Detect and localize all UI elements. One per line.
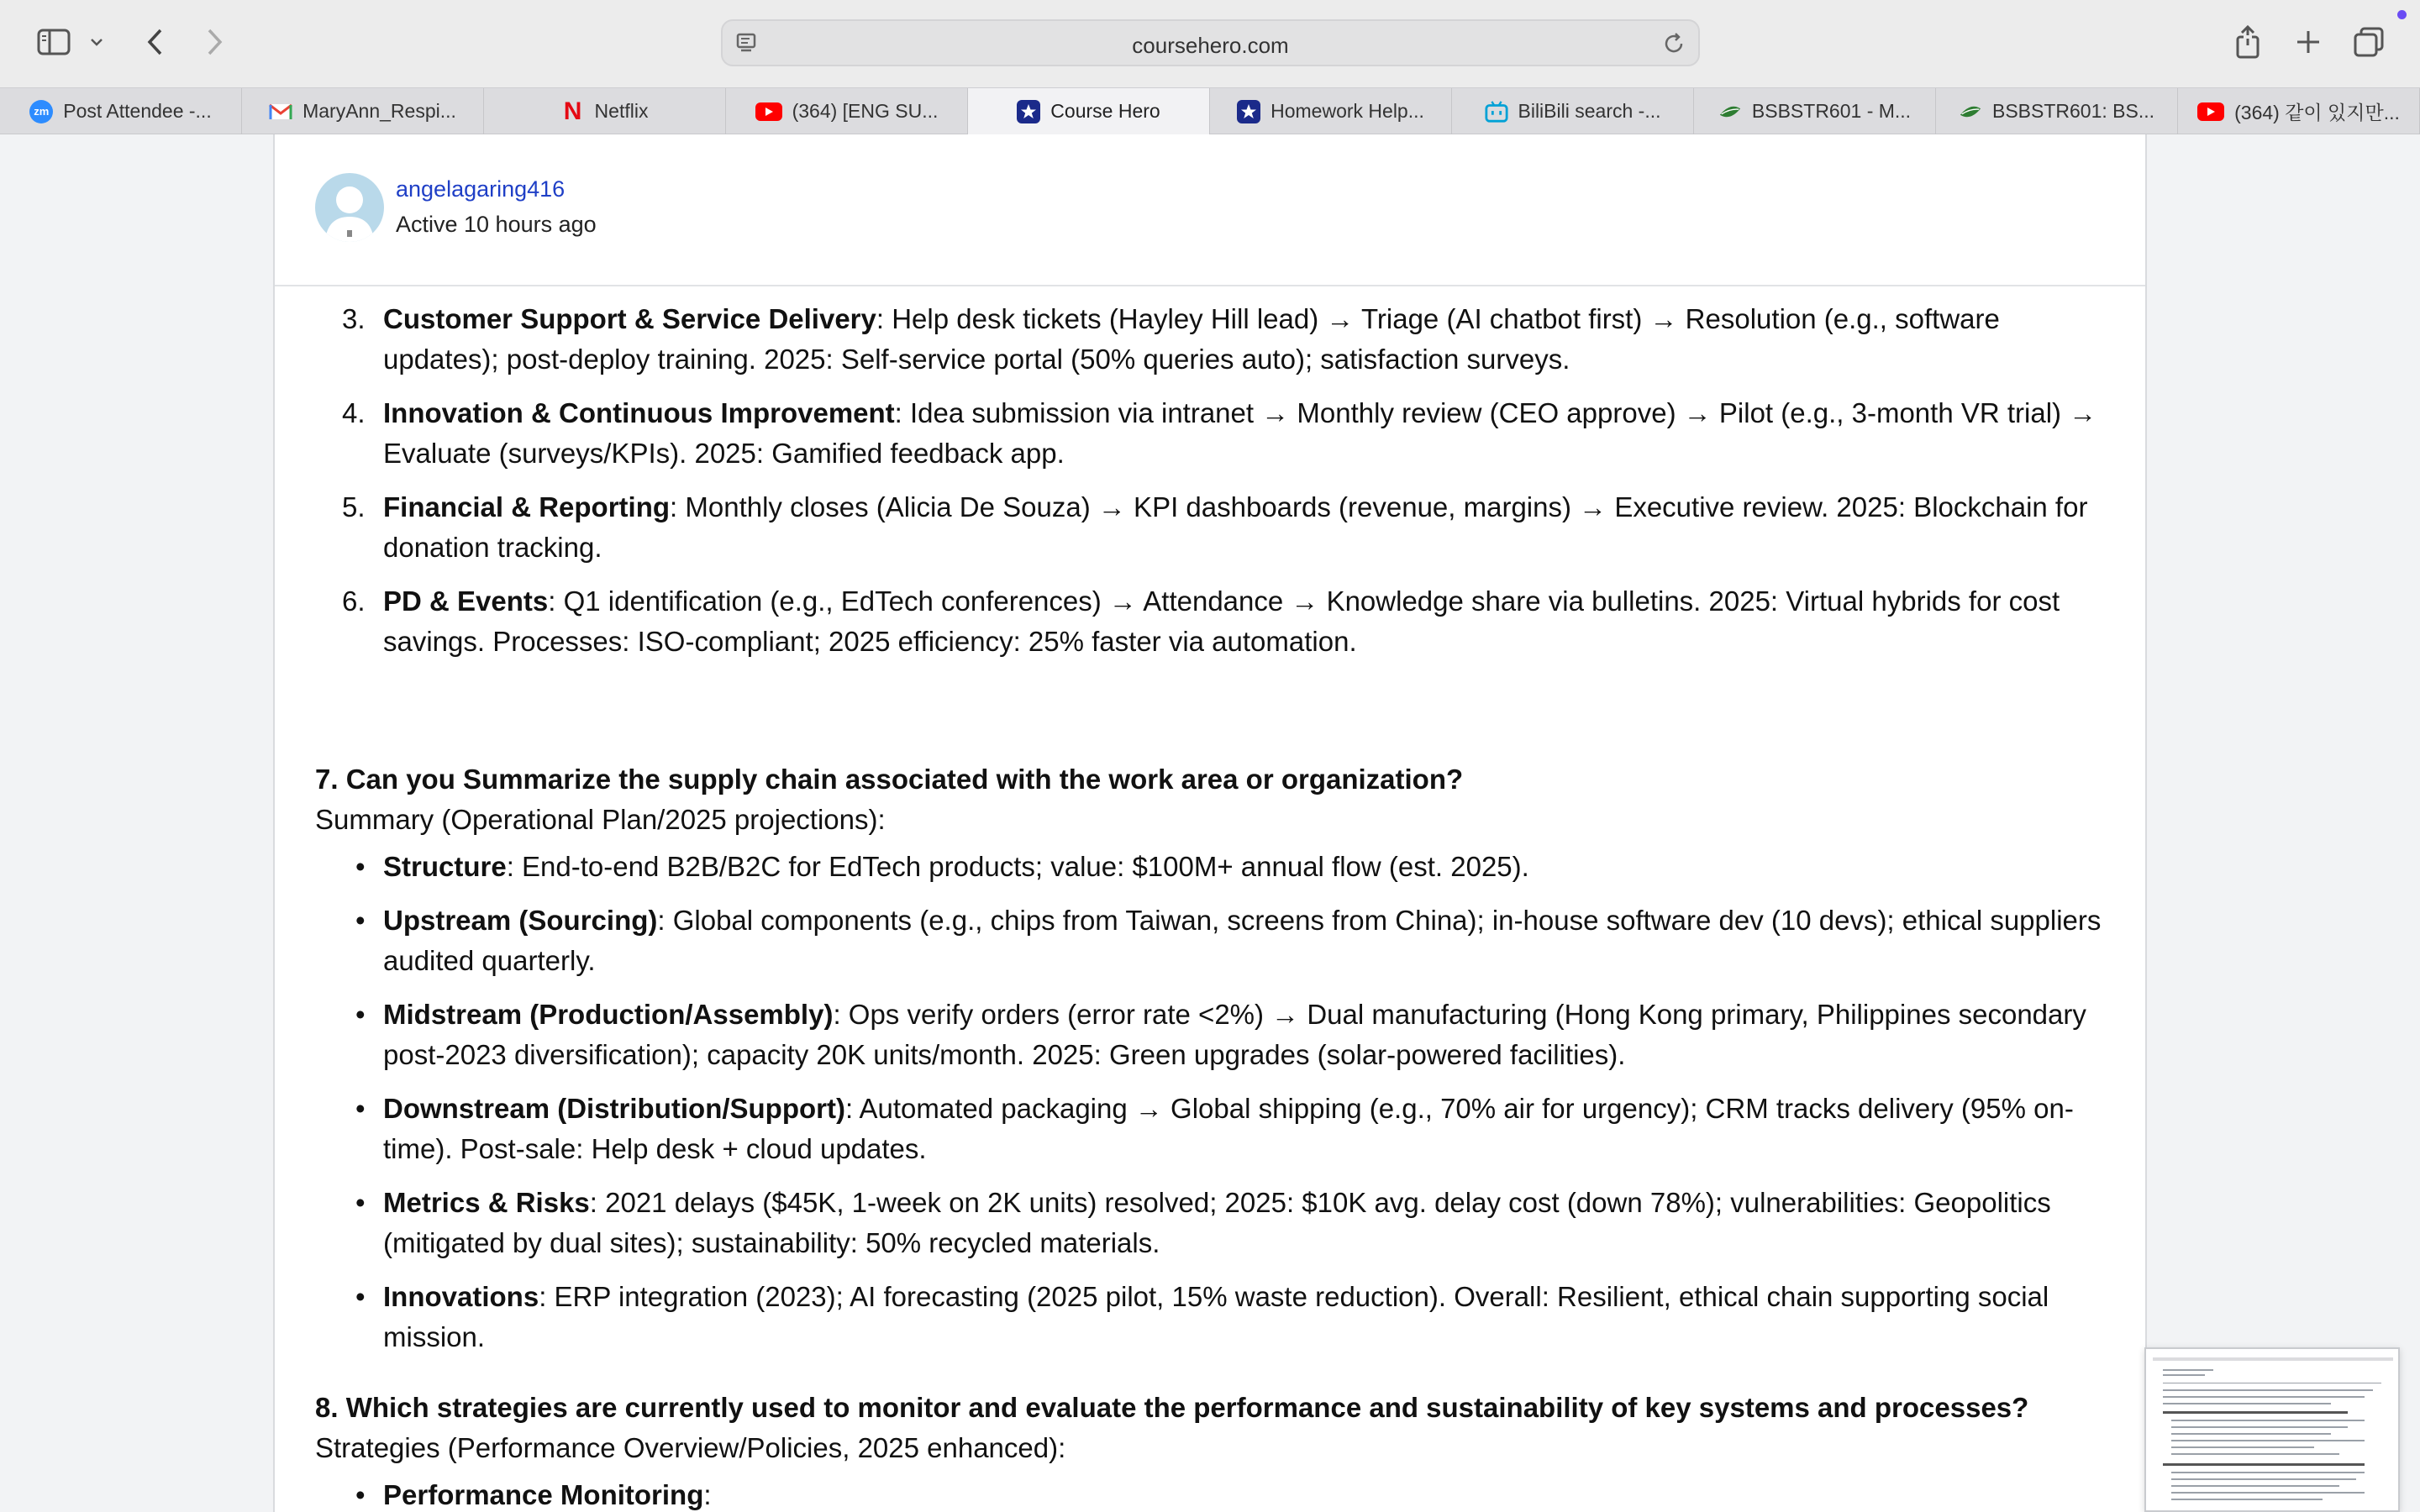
tab-label: (364) 같이 있지만... xyxy=(2234,102,2400,123)
reload-icon[interactable] xyxy=(1661,31,1686,60)
share-icon[interactable] xyxy=(2227,18,2269,66)
bullet-item xyxy=(315,1089,2113,1169)
browser-toolbar xyxy=(0,0,2420,87)
bullet-text: : Global components (e.g., chips from Taiwan, screens from China); in-house software dev (10 devs); ethical suppliers audited quarterly. xyxy=(383,905,2102,976)
tab-netflix[interactable] xyxy=(484,88,726,134)
question-7-heading: 7. Can you Summarize the supply chain associated with the work area or organization? xyxy=(315,764,1464,795)
tab-label: BSBSTR601 - M... xyxy=(1751,100,1912,122)
tab-youtube-korean[interactable] xyxy=(2178,88,2420,134)
tab-label: Post Attendee -... xyxy=(63,100,212,122)
bullet-text: : End-to-end B2B/B2C for EdTech products; value: $100M+ annual flow (est. 2025). xyxy=(506,851,1529,882)
author-status: Active 10 hours ago xyxy=(396,212,597,237)
coursehero-icon xyxy=(1237,100,1260,123)
leaf-icon xyxy=(1959,100,1982,123)
tab-overview-icon[interactable] xyxy=(2348,18,2390,66)
tab-label: BSBSTR601: BS... xyxy=(1991,100,2155,122)
list-item xyxy=(315,487,2113,568)
tab-label: Netflix xyxy=(594,100,649,122)
bullet-text: : Automated packaging → Global shipping (e.g., 70% air for urgency); CRM tracks delivery (95% on-time). Post-sale: Help desk + cloud updates. xyxy=(383,1093,2074,1164)
bullet-title: Upstream (Sourcing) xyxy=(383,905,658,936)
coursehero-icon xyxy=(1017,100,1040,123)
bullet-item xyxy=(315,900,2113,981)
item-text: : Q1 identification (e.g., EdTech conferences) → Attendance → Knowledge share via bulletins. 2025: Virtual hybrids for cost savings. Processes: ISO-compliant; 2025 efficiency: 25% faster via automation. xyxy=(383,585,2060,657)
answer-content xyxy=(315,286,2113,1512)
document-sheet xyxy=(273,134,2147,1512)
list-number: 3. xyxy=(342,303,366,334)
tab-homework-help[interactable] xyxy=(1210,88,1452,134)
bullet-text: : ERP integration (2023); AI forecasting (2025 pilot, 15% waste reduction). Overall: Resilient, ethical chain supporting social mission. xyxy=(383,1281,2049,1352)
bilibili-icon xyxy=(1485,100,1508,123)
bullet-title: Structure xyxy=(383,851,507,882)
list-item xyxy=(315,393,2113,474)
author-name-link[interactable]: angelagaring416 xyxy=(396,176,566,202)
bullet-title: Innovations xyxy=(383,1281,539,1312)
tab-bar xyxy=(0,87,2420,134)
youtube-icon xyxy=(2197,102,2224,121)
question-8-heading: 8. Which strategies are currently used to monitor and evaluate the performance and sustainability of key systems and processes? xyxy=(315,1392,2029,1423)
address-bar[interactable] xyxy=(721,19,1700,66)
author-header xyxy=(275,134,2145,286)
bullet-title: Metrics & Risks xyxy=(383,1187,590,1218)
bullet-title: Performance Monitoring xyxy=(383,1479,704,1510)
item-title: Innovation & Continuous Improvement xyxy=(383,397,895,428)
item-text: : Idea submission via intranet → Monthly review (CEO approve) → Pilot (e.g., 3-month VR trial) → Evaluate (surveys/KPIs). 2025: Gamified feedback app. xyxy=(383,397,2097,469)
bullet-text: : 2021 delays ($45K, 1-week on 2K units) resolved; 2025: $10K avg. delay cost (down 78%); vulnerabilities: Geopolitics (mitigated by dual sites); sustainability: 50% recycled materials. xyxy=(383,1187,2051,1258)
bullet-text: : xyxy=(703,1479,712,1510)
page-thumbnail-preview[interactable] xyxy=(2144,1347,2400,1512)
tab-youtube-eng[interactable] xyxy=(726,88,968,134)
url-text: coursehero.com xyxy=(1132,33,1289,58)
item-title: PD & Events xyxy=(383,585,549,617)
chevron-down-icon[interactable] xyxy=(84,18,109,66)
list-number: 4. xyxy=(342,397,366,428)
zoom-icon: zm xyxy=(29,100,53,123)
tab-label: Homework Help... xyxy=(1270,100,1424,122)
item-text: : Help desk tickets (Hayley Hill lead) → Triage (AI chatbot first) → Resolution (e.g., software updates); post-deploy training. 2025: Self-service portal (50% queries auto); satisfaction surveys. xyxy=(383,303,2000,375)
bullet-text: : Ops verify orders (error rate <2%) → Dual manufacturing (Hong Kong primary, Philippines secondary post-2023 diversification); capacity 20K units/month. 2025: Green upgrades (solar-powered facilities). xyxy=(383,999,2086,1070)
item-title: Financial & Reporting xyxy=(383,491,671,522)
leaf-icon xyxy=(1718,100,1742,123)
page-viewport xyxy=(0,134,2420,1512)
avatar[interactable] xyxy=(315,173,384,242)
tab-label: Course Hero xyxy=(1050,100,1160,122)
bullet-item xyxy=(315,1277,2113,1357)
item-title: Customer Support & Service Delivery xyxy=(383,303,876,334)
bullet-item xyxy=(315,1475,2113,1512)
tab-bsbstr601-bs[interactable] xyxy=(1936,88,2178,134)
bullet-item xyxy=(315,847,2113,887)
tab-label: BiliBili search -... xyxy=(1518,100,1661,122)
back-icon[interactable] xyxy=(134,18,176,66)
tab-label: MaryAnn_Respi... xyxy=(302,100,456,122)
tab-label: (364) [ENG SU... xyxy=(792,100,939,122)
list-item xyxy=(315,299,2113,380)
question-8-intro: Strategies (Performance Overview/Policies, 2025 enhanced): xyxy=(315,1432,1066,1463)
list-number: 5. xyxy=(342,491,366,522)
list-item xyxy=(315,581,2113,662)
tab-gmail[interactable] xyxy=(242,88,484,134)
gmail-icon xyxy=(269,100,292,123)
bullet-item xyxy=(315,1183,2113,1263)
item-text: : Monthly closes (Alicia De Souza) → KPI dashboards (revenue, margins) → Executive review. 2025: Blockchain for donation tracking. xyxy=(383,491,2088,563)
tab-bilibili[interactable] xyxy=(1452,88,1694,134)
tab-bsbstr601-m[interactable] xyxy=(1694,88,1936,134)
new-tab-icon[interactable] xyxy=(2287,18,2329,66)
sidebar-toggle-icon[interactable] xyxy=(30,18,77,66)
tab-course-hero[interactable] xyxy=(968,88,1210,134)
notification-dot xyxy=(2397,10,2407,19)
list-number: 6. xyxy=(342,585,366,617)
bullet-title: Midstream (Production/Assembly) xyxy=(383,999,834,1030)
bullet-title: Downstream (Distribution/Support) xyxy=(383,1093,845,1124)
youtube-icon xyxy=(755,102,782,121)
netflix-icon: N xyxy=(563,97,582,125)
forward-icon[interactable] xyxy=(193,18,235,66)
tab-post-attendee[interactable] xyxy=(0,88,242,134)
question-7-intro: Summary (Operational Plan/2025 projections): xyxy=(315,804,886,835)
bullet-item xyxy=(315,995,2113,1075)
